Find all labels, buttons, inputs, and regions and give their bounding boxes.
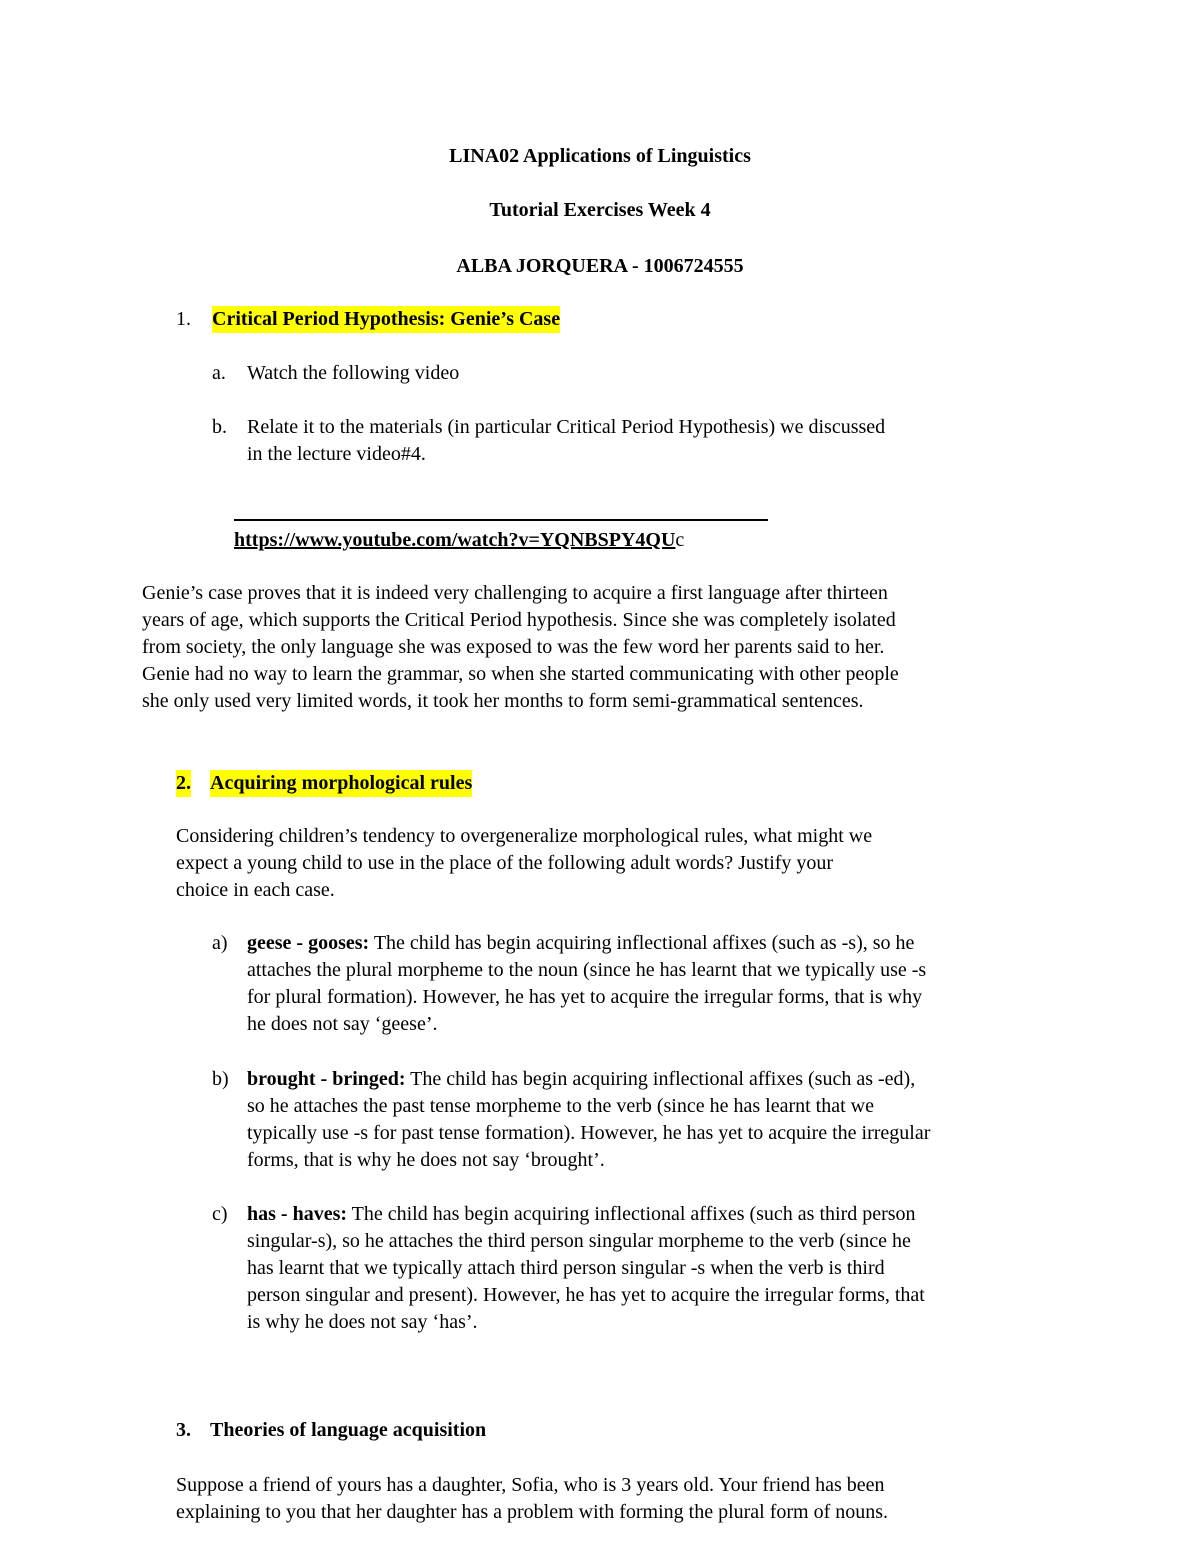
section-2-number: 2.	[176, 770, 191, 797]
item-b-text-line2: in the lecture video#4.	[247, 443, 426, 465]
item-b-marker: b.	[212, 416, 227, 438]
item-text: person singular and present). However, he has yet to acquire the irregular forms, that	[247, 1284, 925, 1306]
item-text: typically use -s for past tense formation). However, he has yet to acquire the irregular	[247, 1122, 931, 1144]
item-text: The child has begin acquiring inflectional affixes (such as -s), so he	[369, 932, 915, 954]
item-a-text: Watch the following video	[247, 362, 460, 384]
item-marker: c)	[212, 1203, 228, 1225]
answer-line: she only used very limited words, it took her months to form semi-grammatical sentences.	[142, 690, 864, 712]
answer-line: years of age, which supports the Critical Period hypothesis. Since she was completely isolated	[142, 609, 896, 631]
student-name: ALBA JORQUERA - 1006724555	[456, 255, 744, 277]
answer-line: Genie’s case proves that it is indeed very challenging to acquire a first language after thirteen	[142, 582, 888, 604]
item-b-text-line1: Relate it to the materials (in particular Critical Period Hypothesis) we discussed	[247, 416, 886, 438]
section-3-title: Theories of language acquisition	[210, 1419, 487, 1441]
item-text: he does not say ‘geese’.	[247, 1013, 438, 1035]
item-text: The child has begin acquiring inflectional affixes (such as -ed),	[405, 1068, 916, 1090]
section-2-intro	[176, 823, 1056, 904]
document-title: LINA02 Applications of Linguistics	[449, 145, 751, 167]
section-3-intro	[176, 1472, 1076, 1526]
section-1-answer	[142, 580, 1062, 715]
list-item	[247, 1201, 1067, 1336]
intro-line: Suppose a friend of yours has a daughter, Sofia, who is 3 years old. Your friend has been	[176, 1474, 885, 1496]
item-term: brought - bringed:	[247, 1068, 406, 1090]
list-item	[247, 1066, 1067, 1174]
item-text: The child has begin acquiring inflectional affixes (such as third person	[347, 1203, 916, 1225]
section-1-title: Critical Period Hypothesis: Genie’s Case	[212, 306, 560, 333]
item-marker: b)	[212, 1068, 229, 1090]
video-link-row	[234, 527, 684, 554]
item-text: for plural formation). However, he has yet to acquire the irregular forms, that is why	[247, 986, 923, 1008]
intro-line: choice in each case.	[176, 879, 335, 901]
intro-line: Considering children’s tendency to overgeneralize morphological rules, what might we	[176, 825, 873, 847]
list-item	[247, 930, 1067, 1038]
item-text: forms, that is why he does not say ‘brought’.	[247, 1149, 605, 1171]
section-3-number: 3.	[176, 1419, 191, 1441]
answer-line: from society, the only language she was exposed to was the few word her parents said to her.	[142, 636, 885, 658]
item-text: singular-s), so he attaches the third person singular morpheme to the verb (since he	[247, 1230, 911, 1252]
item-marker: a)	[212, 932, 228, 954]
item-text: attaches the plural morpheme to the noun (since he has learnt that we typically use -s	[247, 959, 927, 981]
video-link[interactable]: https://www.youtube.com/watch?v=YQNBSPY4QU	[234, 529, 676, 551]
item-a-marker: a.	[212, 362, 226, 384]
link-divider	[234, 519, 768, 521]
answer-line: Genie had no way to learn the grammar, so when she started communicating with other people	[142, 663, 899, 685]
intro-line: expect a young child to use in the place of the following adult words? Justify your	[176, 852, 834, 874]
item-text: is why he does not say ‘has’.	[247, 1311, 478, 1333]
intro-line: explaining to you that her daughter has a problem with forming the plural form of nouns.	[176, 1501, 889, 1523]
section-1-number: 1.	[176, 308, 191, 330]
section-2-title: Acquiring morphological rules	[210, 770, 472, 797]
item-text: has learnt that we typically attach third person singular -s when the verb is third	[247, 1257, 885, 1279]
item-term: has - haves:	[247, 1203, 348, 1225]
document-subtitle: Tutorial Exercises Week 4	[489, 199, 711, 221]
video-link-tail: c	[675, 529, 685, 551]
item-term: geese - gooses:	[247, 932, 370, 954]
item-text: so he attaches the past tense morpheme to the verb (since he has learnt that we	[247, 1095, 874, 1117]
